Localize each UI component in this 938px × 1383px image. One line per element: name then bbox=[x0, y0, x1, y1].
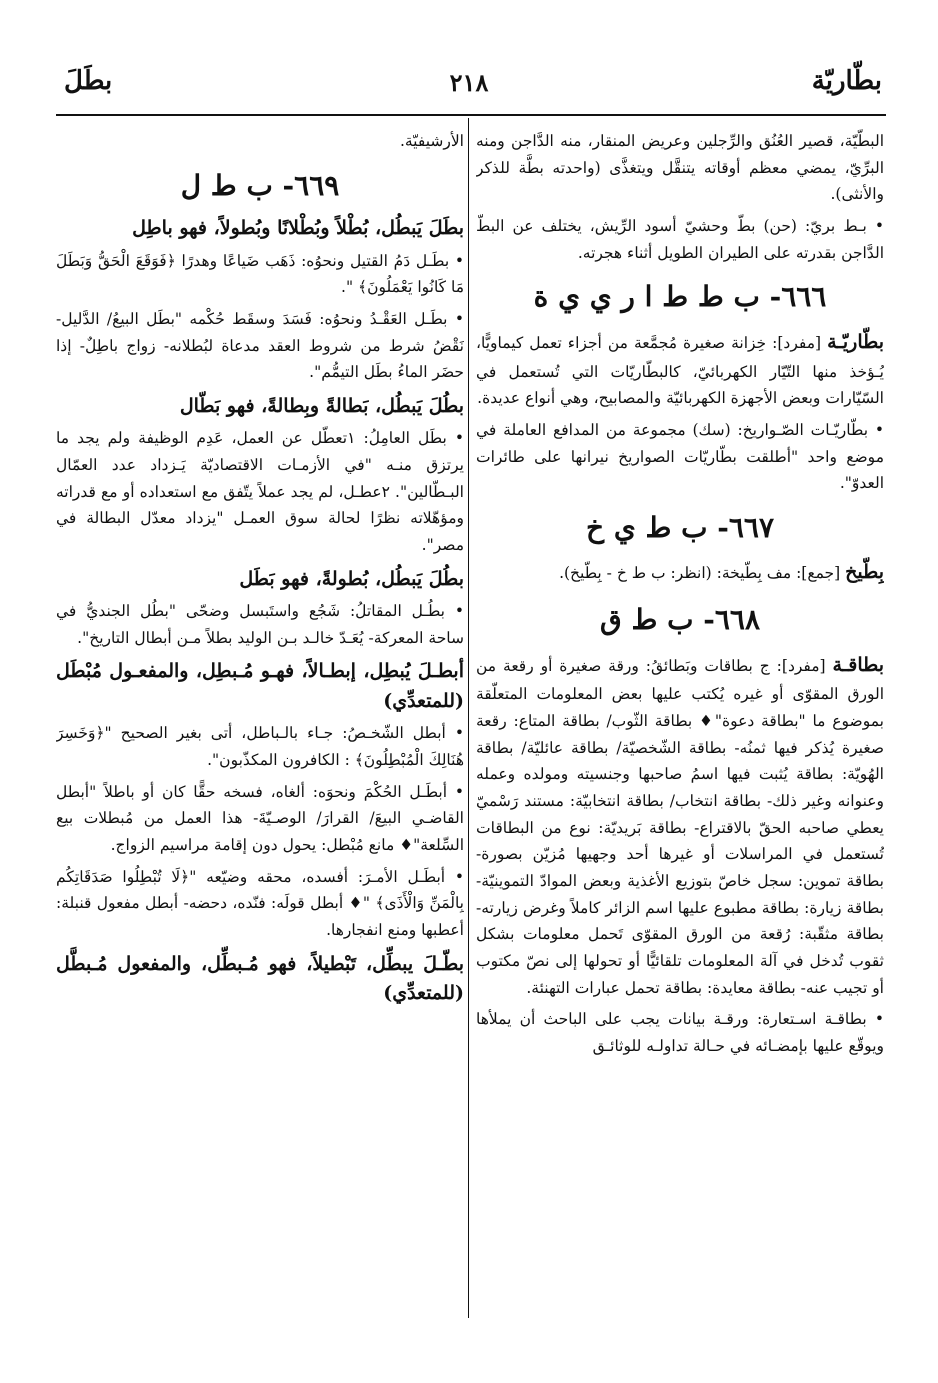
headword: بطاقـة bbox=[832, 653, 884, 676]
root-heading: ٦٦٨- ب ط ق bbox=[600, 603, 760, 637]
definition: [مفرد]: خِزانة صغيرة مُجمَّعة من أجزاء تعمل كيماويًّا، يُـؤخذ منها التّيّار الكهربائيّ، كالبطّاريّات التي تُستعمل في السّيّارات وبعض الأجهزة الكهربائيّة والمصابيح، وهي أنواع عديدة. bbox=[476, 333, 884, 408]
right-column bbox=[476, 128, 884, 1328]
root-heading: ٦٦٧- ب ط ي خ bbox=[586, 510, 774, 544]
paragraph: الأرشيفيّة. bbox=[399, 132, 464, 150]
verb-heading: بطَلَ يَبطُل، بُطْلاً وبُطْلانًا وبُطولاً، فهو باطِل bbox=[132, 217, 464, 240]
verb-heading: بطّـلَ يبطِّل، تَبْطيلاً، فهو مُـبطِّل، والمفعول مُـبطَّل (للمتعدِّي) bbox=[56, 952, 464, 1004]
header-guide-word-right: بطّاريّة bbox=[811, 66, 882, 96]
headword: بطّاريّـة bbox=[827, 330, 884, 353]
paragraph: • أبطل الشّخـصُ: جـاء بالـباطل، أتى بغير الصحيح "﴿وَخَسِرَ هُنَالِكَ الْمُبْطِلُونَ﴾ : الكافرون المكذّبون". bbox=[56, 724, 464, 769]
paragraph: • بطّاريّـات الصّـواريخ: (سك) مجموعة من المدافع العاملة في موضع واحد "أطلقت بطّاريّات الصواريخ نيرانها على طائرات العدوّ". bbox=[476, 420, 884, 493]
entry bbox=[476, 649, 884, 1002]
paragraph: • بطاقـة اسـتعارة: ورقـة بيانات يجب على الباحث أن يملأها ويوقّع عليها بإمضـائه في حـالة تداولـه للوثائـق bbox=[476, 1010, 884, 1055]
paragraph: البطّيّة، قصير العُنُق والرِّجلين وعريض المنقار، منه الدَّاجن ومنه البرِّيّ، يمضي معظم أوقاته يتنقَّل ويتغذَّى (واحدته بطَّة للذكر والأنثى). bbox=[476, 132, 884, 204]
header-guide-word-left: بطَلَ bbox=[64, 66, 113, 96]
verb-heading: بطُلَ يَبطُل، بُطولةً، فهو بَطَل bbox=[239, 567, 464, 590]
root-heading: ٦٦٩- ب ط ل bbox=[180, 168, 340, 202]
page-number: ٢١٨ bbox=[449, 68, 489, 97]
paragraph: • بـط بريّ: (حن) بطّ وحشيّ أسود الرِّيش، يختلف عن البطّ الدَّاجن بقدرته على الطيران الطويل أثناء هجرته. bbox=[476, 216, 884, 262]
paragraph: • بطَـل دَمُ القتيل ونحوُه: ذَهَب ضَياعًا وهدرًا ﴿فَوَقَعَ الْحَقُّ وَبَطَلَ مَا كَانُوا يَعْمَلُونَ﴾ ". bbox=[56, 251, 464, 297]
root-heading: ٦٦٦- ب ط ط ا ر ي ي ة bbox=[533, 280, 827, 314]
paragraph: • أبطَـل الحُكْمَ ونحوَه: ألغاه، فسخه حقًّا كان أو باطلاً "أبطل القاضـي البيعَ/ القرارَ/ الوصـيّةَ- هذا العمل من مُبطلات بيع السِّلعة"♦ مانع مُبْطل: يحول دون إقامة مراسيم الزواج. bbox=[56, 782, 464, 854]
paragraph: • بطَل العامِلُ: ١تعطّل عن العمل، عَدِم الوظيفة ولم يجد ما يرتزق منـه "في الأزمـات الاقتصاديّة يَـزداد عدد العمّال البـطّالين". ٢عطـل، لم يجد عملاً يتّفق مع استعداده أو مع قدراته ومؤهّلاته نظرًا لحالة سوق العمـل "يزداد معدّل البطالة في مصر". bbox=[56, 429, 464, 555]
verb-heading: بطُلَ يَبطُل، بَطالةً وبِطالةً، فهو بَطّال bbox=[179, 394, 464, 417]
header-rule bbox=[56, 114, 886, 116]
definition: [مفرد]: ج بطاقات وبَطائقُ: ورقة صغيرة أو رقعة من الورق المقوّى أو غيره يُكتب عليها بعض المعلومات المتعلّقة بموضوع ما "بطاقة دعوة"♦ بطاقة الثّوب/ بطاقة المتاع: رقعة صغيرة يُذكر فيها ثمنُه- بطاقة الشّخصيّة/ بطاقة عائليّة/ بطاقة الهُويّة: بطاقة يُثبت فيها اسمُ صاحبها وجنسيته ومولده وعمله وعنوانه وغير ذلك- بطاقة انتخاب/ بطاقة انتخابيّة: مستند رَسْميّ يعطي صاحبه الحقّ بالاقتراع- بطاقة بَريديّة: نوع من البطاقات تُستعمل في المراسلات أو غيرها أحد وجهيها مُزيّن بصورة- بطاقة تموين: سجل خاصّ بتوزيع الأغذية وبعض الموادّ التموينيّة- بطاقة زيارة: بطاقة مطبوع عليها اسم الزائر كاملاً وغرض زيارته- بطاقة مثقّبة: رُقعة من الورق المقوّى تَحمل معلومات بشكل ثقوب تُدخل في آلة المعلومات تلقائيًّا أو تحولها إلى نصّ مكتوب أو تجيب عنه- بطاقة معايدة: بطاقة تحمل عبارات التهنئة. bbox=[476, 656, 884, 997]
column-divider bbox=[468, 118, 469, 1318]
entry bbox=[476, 326, 884, 412]
definition: [جمع]: مف بِطّيخة: (انظر: ب ط خ - بِطّيخ). bbox=[559, 564, 846, 583]
paragraph: • بطَـل العَقْـدُ ونحوُه: فَسَدَ وسقَط حُكْمه "بطَل البيعُ/ الدَّليل- نَقْضُ شرط من شروط العقد مدعاة لبُطلانه- زواج باطِلٌ- إذا حضَر الماءُ بطَل التيمُّم". bbox=[56, 310, 464, 382]
left-column bbox=[56, 128, 464, 1328]
paragraph: • أبطَـل الأمـرَ: أفسده، محقه وضيّعه "﴿لَا تُبْطِلُوا صَدَقَاتِكُم بِالْمَنِّ وَالْأَذَى﴾ "♦ أبطل قولَه: فنّده، دحضه- أبطل مفعول قنبلة: أعطبها ومنع انفجارها. bbox=[56, 867, 464, 939]
entry bbox=[476, 556, 884, 589]
paragraph: • بطُـل المقاتلُ: شَجُع واستَبسل وضحّى "بطُل الجنديُّ في ساحة المعركة- يُعَـدّ خالـد بـن الوليد بطلاً مـن أبطال التاريخ". bbox=[56, 602, 464, 647]
verb-heading: أبطـلَ يُبطِل، إبطـالاً، فهـو مُـبطِل، والمفعـول مُبْطَل (للمتعدِّي) bbox=[56, 660, 464, 712]
headword: بِطّيخ bbox=[845, 561, 884, 584]
